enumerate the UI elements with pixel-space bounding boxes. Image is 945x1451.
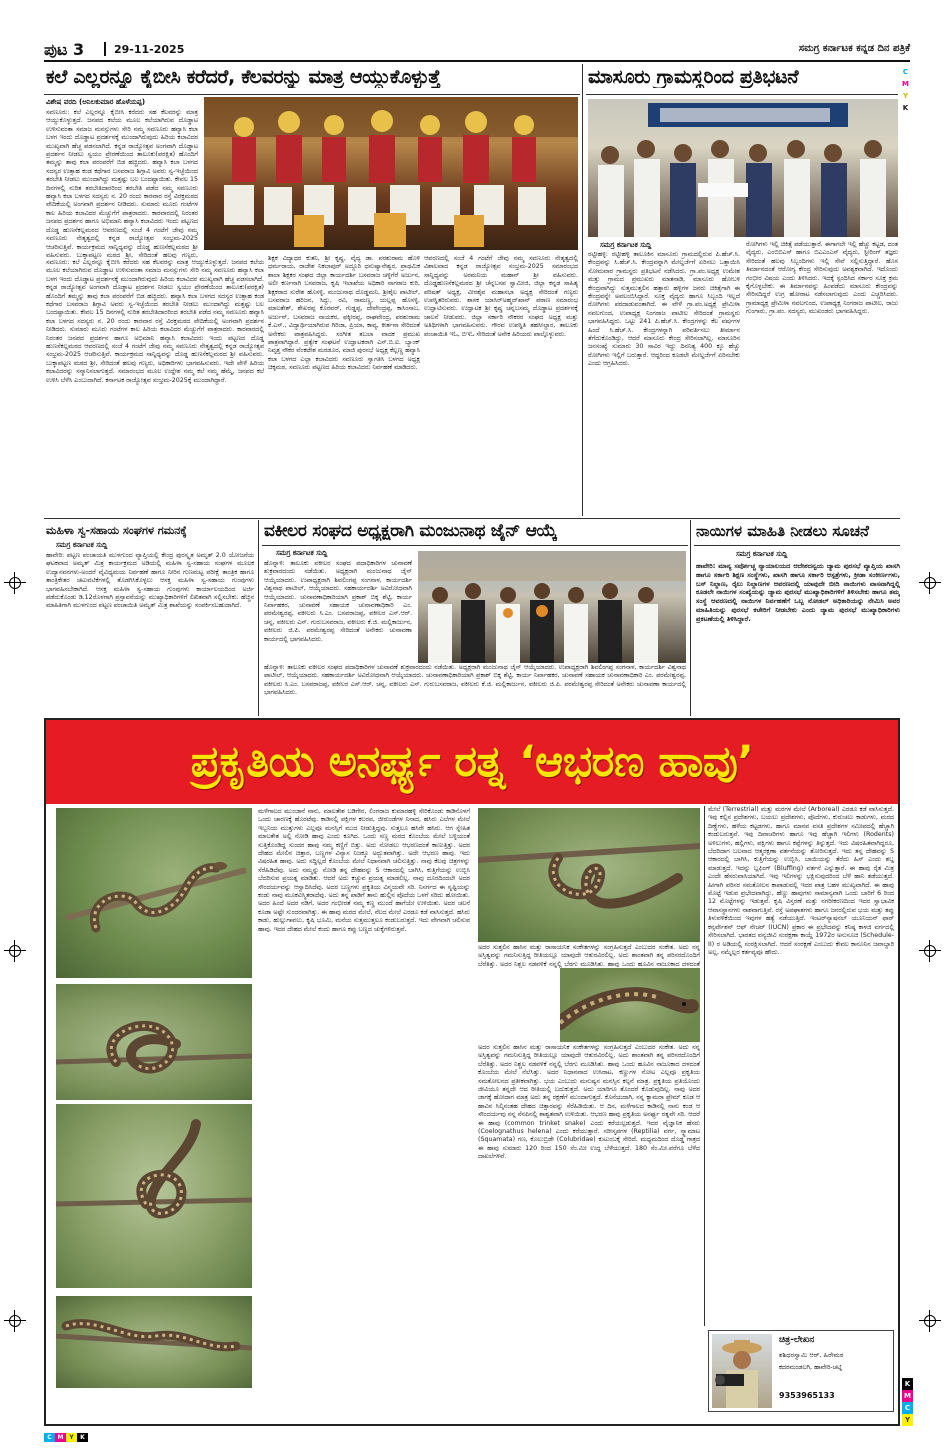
registration-mark-icon — [4, 572, 26, 594]
story3-headline: ಮಹಿಳಾ ಸ್ವ-ಸಹಾಯ ಸಂಘಗಳ ಗಮನಕ್ಕೆ — [46, 524, 187, 537]
story5-headline: ನಾಯಿಗಳ ಮಾಹಿತಿ ನೀಡಲು ಸೂಚನೆ — [696, 522, 869, 540]
story4-body-cont — [264, 664, 686, 714]
credit-place: ಕದರಮಂಡಲಗಿ, ಹಾವೇರಿ-ಚಟ್ನಿ — [779, 1363, 843, 1371]
section-rule — [44, 518, 900, 519]
story5-byline: ಸಮಗ್ರ ಕರ್ನಾಟಕ ಸುದ್ದಿ — [736, 550, 788, 558]
protest-photo — [588, 99, 898, 237]
page-number: ಪುಟ 3 — [44, 40, 85, 59]
lawyers-photo-group — [418, 551, 686, 663]
story3-body: ಹಾವೇರಿ: ಪಟ್ಟಣ ಪಂಚಾಯತಿ ಮುಳಗುಂದ ವ್ಯಾಪ್ತಿಯಲ್ಲಿ ಕೇಂದ್ರ ಪುರಸ್ಕೃತ ಅಮೃತ್ 2.0 ಯೋಜನೆಯ ಘಟಕವಾದ ಅಮೃತ್ ಮಿತ್ರ ಕಾರ್ಯಕ್ರಮದ ಅಡಿಯಲ್ಲಿ ಮಹಿಳಾ ಸ್ವ-ಸಹಾಯ ಸಂಘಗಳ ಮೂಲಕ ಉದ್ಯಾನವನಗಳು-ಅಂದರೆ ವೈವಿಧ್ಯಮಯ ನಿರ್ವಹಣೆ ಹಾಗೂ ನೀರಿನ ಗುಣಮಟ್ಟ ಪರೀಕ್ಷೆ ತಾಂತ್ರಿಕ ಹಾಗೂ ತಾಂತ್ರಿಕೇತರ ಚಟುವಟಿಕೆಗಳಲ್ಲಿ ತೊಡಗಿಸಿಕೊಳ್ಳಲು ಆಸಕ್ತ ಮಹಿಳಾ ಸ್ವ-ಸಹಾಯ ಗುಂಪುಗಳು ಭಾಗವಹಿಸಬೇಕಾಗಿದೆ. ಆಸಕ್ತ ಮಹಿಳಾ ಸ್ವ-ಸಹಾಯ ಗುಂಪುಗಳು ಕಾರ್ಯಾಲಯದಿಂದ ಅರ್ಜಿ ಪಡೆದುಕೊಂಡು ಡಿ.12ರೊಳಗಾಗಿ ಪ್ರಸ್ತಾವನೆಯನ್ನು ಮುಖ್ಯಾಧಿಕಾರಿಗಳಿಗೆ ಲಿಖಿತವಾಗಿ ಸಲ್ಲಿಸಬೇಕು. ಹೆಚ್ಚಿನ ಮಾಹಿತಿಗಾಗಿ ಮುಳಗುಂದ ಪಟ್ಟಣ ಪಂಚಾಯಿತಿ ಅಮೃತ್ ಮಿತ್ರ ಶಾಖೆಯನ್ನು ಸಂಪರ್ಕಿಸಬಹುದಾಗಿದೆ. — [46, 552, 254, 610]
registration-mark-icon — [919, 572, 941, 594]
feature-divider — [704, 806, 705, 1326]
story4-rule — [262, 545, 688, 546]
story2-col2: ರೋಗಿಗಳು ಇಲ್ಲಿ ಚಿಕಿತ್ಸೆ ಪಡೆಯುತ್ತಾರೆ. ಈಗಾಗಲೇ ಇಲ್ಲಿ ಹೆಚ್ಚು ಕಟ್ಟಡ, ದಂತ ವೈದ್ಯರು, ಎಂಬಿಬಿಎಸ್ ಹಾಗೂ ಬಿಎಎಂಎಸ್ ವೈದ್ಯರು, ಸ್ಟೀರಿಂಗ್ ತಜ್ಞರು ಸೇರಿದಂತೆ ಹಲವು ಸಿಬ್ಬಂದಿಗಳು ಇಲ್ಲಿ ಸೇವೆ ಸಲ್ಲಿಸುತ್ತಿದ್ದಾರೆ. ಹೊಸ ತಿರ್ಮಾನದಂತೆ ಆರೋಗ್ಯ ಕೇಂದ್ರ ಸೇರಿಸುವುದು ಅವಶ್ಯಕವಾಗಿದೆ. ಇದೊಂದು ಗಂಭೀರ ವಿಷಯ ಎಂದು ತಿಳಿಸಿದರು. ಇದಕ್ಕೆ ಸ್ಪಂದಿಸಿದ ಸರ್ಕಾರ ಸೂಕ್ತ ಕ್ರಮ ಕೈಗೊಳ್ಳಬೇಕು. ಈ ತಿರ್ಮಾನವನ್ನು ಹಿಂಪಡೆದು ಮಾಸೂರು ಕೇಂದ್ರವನ್ನು ಸೇರಿಸದಿದ್ದರೆ ಉಗ್ರ ಹೋರಾಟ ನಡೆಸಲಾಗುವುದು ಎಂದು ಎಚ್ಚರಿಸಿದರು. ಗ್ರಾಮಾಧ್ಯಕ್ಷ ಪ್ರೇಮಿಳಾ ನವಲಗುಂದ, ಉಪಾಧ್ಯಕ್ಷ ನಿಂಗರಾಜ ಪಾಟೀಲ, ರಾಜು ಗುಂಗಾರು, ಗ್ರಾ.ಪಂ. ಸದಸ್ಯರು, ಮುಖಂಡರು ಭಾಗವಹಿಸಿದ್ದರು. — [746, 241, 898, 316]
story4-body: ಹೊನ್ನಾಳಿ: ತಾಲೂಕು ವಕೀಲರ ಸಂಘದ ಪದಾಧಿಕಾರಿಗಳ ಚುನಾವಣೆ ಶುಕ್ರವಾರದಂದು ನಡೆಯಿತು. ಅಧ್ಯಕ್ಷರಾಗಿ ಮಂಜುನಾಥ ಜೈನ್ ಆಯ್ಕೆಯಾದರು. ಉಪಾಧ್ಯಕ್ಷರಾಗಿ ಶಿವಲಿಂಗಪ್ಪ ಸಂಗನಾಳ, ಕಾರ್ಯದರ್ಶಿ ವಿಶ್ವನಾಥ ಪಾಟೀಲ್, ಆಯ್ಕೆಯಾದರು. ಸಹಕಾರ್ಯದರ್ಶಿ ಅವಿರೋಧವಾಗಿ ಆಯ್ಕೆಯಾದರು. ಚುನಾವಣಾಧಿಕಾರಿಯಾಗಿ ಪ್ರಕಾಶ್ ಬಿಕ್ಕ ಶೆಟ್ಟಿ, ಕಾರ್ಯ ನಿರ್ವಾಹಕರ, ಚುನಾವಣೆ ಸಹಾಯಕ ಚುನಾವಣಾಧಿಕಾರಿ ಎಂ. ಪರಮೇಶ್ವರಪ್ಪ, ವಕೀಲರು ಸಿ.ಎಂ. ಬಸವರಾಜಪ್ಪ, ವಕೀಲರ ಎಸ್.ಆರ್. ಚನ್ನ, ವಕೀಲರು ಎಸ್. ಗುರುಬಸವರಾಜ, ವಕೀಲರು ಕೆ.ಜಿ. ಮಲ್ಲಿಕಾರ್ಜುನ, ವಕೀಲರು ಜಿ.ಪಿ. ಪರಮೇಶ್ವರಪ್ಪ ಸೇರಿದಂತೆ ಅನೇಕರು ಚುನಾವಣಾ ಕಾರ್ಯದಲ್ಲಿ ಭಾಗವಹಿಸಿದರು. — [264, 560, 412, 643]
page-header — [44, 40, 910, 60]
registration-mark-icon — [919, 1310, 941, 1332]
credit-name: ಶಶಿಧರಸ್ವಾಮಿ ಆರ್. ಹಿರೇಮಠ — [779, 1351, 844, 1359]
story1-col1: ಸವಣೂರು: ಕಲೆ ಎಲ್ಲರನ್ನೂ ಕೈಬೀಸಿ ಕರೆದರು ಸಹ ಕೆಲವರನ್ನು ಮಾತ್ರ ಆಯ್ದುಕೊಳ್ಳುತ್ತದೆ. ಜನಪದ ಕಲೆಯ ಮೂಲ ಕಲೆಯಾಗಿರುವ ದೊಡ್ಡಾಟ ಉಳಿಸುವಂತಾ ಸಮಾಜ ಮನಸ್ಸುಗಳು ಸೇರಿ ನಮ್ಮ ಸವಣೂರು ಹವ್ಯಾಸಿ ಕಲಾ ಬಳಗ ಇಂದು ದೊಡ್ಡಾಟ ಪ್ರದರ್ಶನಕ್ಕೆ ಮುಂದಾಗಿರುವುದು ಹಿರಿಯ ಕಲಾವಿದರ ಮುಖ್ಯವಾಗಿ ಹೆಚ್ಚ ಪಡಸಲಾಗಿದೆ. ಕನ್ನಡ ರಾಜ್ಯೋತ್ಸವ ಅಂಗವಾಗಿ ದೊಡ್ಡಾಟ ಪ್ರದರ್ಶನ ನೀಡಲು ಸ್ವಯಂ ಪ್ರೇರಣೆಯಿಂದ ತಾಲೂಕು(ಪರಕ್ಷಿತ) ಹೊಂದಿಗೆ ತಮ್ಮನ್ನು ತಾವು ಕಲಾ ಪರಂಪರೆಗೆ ಬಿಡ ಹಚ್ಚಿದರು. ಹವ್ಯಾಸಿ ಕಲಾ ಬಳಗದ ಸದಸ್ಯರ ಉತ್ಸಾಹ ಕಂಡ ಕಥೆಗಾರ ಬಸವರಾಜ ಶಿಗ್ಗಾವಿ ಅವರು ಸ್ವ-ಇಚ್ಛೆಯಿಂದ ತರಬೇತಿ ನೀಡಲು ಮುಂದಾಗಿದ್ದು ಮತ್ತಷ್ಟು ಬಲ ಬಂದಷ್ಟಾಯಿತು. ಕೇವಲ 15 ದಿನಗಳಲ್ಲಿ ನುರಿತ ತರಬೇತಿದಾರರಿಂದ ತರಬೇತಿ ಪಡೆದ ನಮ್ಮ ಸವಣೂರು ಹವ್ಯಾಸಿ ಕಲಾ ಬಳಗದ ಸದಸ್ಯರು ನ. 20 ರಂದು ಕಾರವಾರ ರಸ್ತೆ ವಿರಕ್ತಮಠದ ವೇದಿಕೆಯಲ್ಲಿ ಅಂಗವಾಗಿ ಪ್ರದರ್ಶನ ನೀಡಿದರು. ಸುಮಾರು ಮೂರು ಗಂಟೆಗಳ ಕಾಲ ಹಿರಿಯ ಕಲಾವಿದರ ಮೆಚ್ಚುಗೆಗೆ ಪಾತ್ರರಾದರು. ಕಾರವಾರದಲ್ಲಿ ನಿರಂತರ ಜನಪದ ಪ್ರದರ್ಶನ ಹಾಗೂ ಅಭಿಮಾನಿ ಹವ್ಯಾಸಿ ಕಲಾವಿದರು ಇಂದು ಪಟ್ಟಣದ ದೊಡ್ಡ ಹುಣಸೆಕಲ್ಲಮಠದ ಆವರಣದಲ್ಲಿ ಸಂಜೆ 4 ಗಂಟೆಗೆ ಜೇವು ನಮ್ಮ ಸವಣೂರು ನೇತೃತ್ವದಲ್ಲಿ ಕನ್ನಡ ರಾಜ್ಯೋತ್ಸವ ಸಂಭ್ರಮ-2025 ಆಚರಿಸುತ್ತಿವೆ. ಕಾರ್ಯಕ್ರಮದ ಸಾನ್ನಿಧ್ಯವನ್ನು ದೊಡ್ಡ ಹುಣಸೆಕಲ್ಲಮಠದ ಶ್ರೀ ವಹಿಸುವರು. ಬುಕ್ಕಾಪಟ್ಟಣ ಮಠದ ಶ್ರೀ, ಸೇರಿದಂತೆ ಹಲವು ಗಣ್ಯರು, — [46, 109, 198, 259]
paper-name: ಸಮಗ್ರ ಕರ್ನಾಟಕ ಕನ್ನಡ ದಿನ ಪತ್ರಿಕೆ — [798, 43, 910, 54]
snake-photo-3-art — [56, 1104, 252, 1288]
feature-banner — [46, 720, 898, 804]
story-divider — [582, 64, 583, 516]
snake-photo-3 — [56, 1104, 252, 1288]
story3-byline: ಸಮಗ್ರ ಕರ್ನಾಟಕ ಸುದ್ದಿ — [56, 541, 108, 549]
story1-rule — [44, 94, 580, 95]
story4-body-cont-text: ಹೊನ್ನಾಳಿ: ತಾಲೂಕು ವಕೀಲರ ಸಂಘದ ಪದಾಧಿಕಾರಿಗಳ ಚುನಾವಣೆ ಶುಕ್ರವಾರದಂದು ನಡೆಯಿತು. ಅಧ್ಯಕ್ಷರಾಗಿ ಮಂಜುನಾಥ ಜೈನ್ ಆಯ್ಕೆಯಾದರು. ಉಪಾಧ್ಯಕ್ಷರಾಗಿ ಶಿವಲಿಂಗಪ್ಪ ಸಂಗನಾಳ, ಕಾರ್ಯದರ್ಶಿ ವಿಶ್ವನಾಥ ಪಾಟೀಲ್, ಆಯ್ಕೆಯಾದರು. ಸಹಕಾರ್ಯದರ್ಶಿ ಅವಿರೋಧವಾಗಿ ಆಯ್ಕೆಯಾದರು. ಚುನಾವಣಾಧಿಕಾರಿಯಾಗಿ ಪ್ರಕಾಶ್ ಬಿಕ್ಕ ಶೆಟ್ಟಿ, ಕಾರ್ಯ ನಿರ್ವಾಹಕರ, ಚುನಾವಣೆ ಸಹಾಯಕ ಚುನಾವಣಾಧಿಕಾರಿ ಎಂ. ಪರಮೇಶ್ವರಪ್ಪ, ವಕೀಲರು ಸಿ.ಎಂ. ಬಸವರಾಜಪ್ಪ, ವಕೀಲರ ಎಸ್.ಆರ್. ಚನ್ನ, ವಕೀಲರು ಎಸ್. ಗುರುಬಸವರಾಜ, ವಕೀಲರು ಕೆ.ಜಿ. ಮಲ್ಲಿಕಾರ್ಜುನ, ವಕೀಲರು ಜಿ.ಪಿ. ಪರಮೇಶ್ವರಪ್ಪ ಸೇರಿದಂತೆ ಅನೇಕರು ಚುನಾವಣಾ ಕಾರ್ಯದಲ್ಲಿ ಭಾಗವಹಿಸಿದರು. — [264, 664, 686, 697]
feature-col3: ಮೇಲೆ (Terrestrial) ಮತ್ತು ಮರಗಳ ಮೇಲೆ (Arboreal) ಎರಡೂ ಕಡೆ ವಾಸಿಸುತ್ತದೆ. ಇವು ಕಲ್ಲಿನ ಪ್ರದೇಶಗಳು, ಬಯಲು ಪ್ರದೇಶಗಳು, ಪೊದೆಗಳು, ಕುರುಚಲು ಕಾಡುಗಳು, ಮರದ ದಿಣ್ಣೆಗಳು, ಹಳೆಯ ಕಟ್ಟಡಗಳು, ಹಾಗೂ ಮಾನವ ವಸತಿ ಪ್ರದೇಶಗಳ ಸಮೀಪದಲ್ಲಿ ಹೆಚ್ಚಾಗಿ ಕಂಡುಬರುತ್ತವೆ. ಇವು ದಿವಾಚರಿಗಳು ಹಾಗೂ ಇವು ಹೆಚ್ಚಾಗಿ ಇಲಿಗಳು (Rodents) ಅಳಿಲುಗಳು, ಹಲ್ಲಿಗಳು, ಪಕ್ಷಿಗಳು ಹಾಗೂ ಕಪ್ಪೆಗಳನ್ನು ತಿನ್ನುತ್ತದೆ. ಇದು ವಿಷರಹಿತವಾಗಿದ್ದರೂ, ಬೆದರಿದಾಗ ಬಲವಾದ ಆತ್ಮರಕ್ಷಣಾ ವರ್ತನೆಯನ್ನು ತೋರಿಸುತ್ತದೆ. ಇದು ತನ್ನ ದೇಹವನ್ನು S ಆಕಾರದಲ್ಲಿ ಬಾಗಿಸಿ, ಕುತ್ತಿಗೆಯನ್ನು ಉಬ್ಬಿಸಿ, ಬಾಯಿಯನ್ನು ತೆರೆದು ಹಿಸ್ ಎಂದು ಶಬ್ದ ಮಾಡುತ್ತದೆ. ಇದನ್ನು ಬ್ಲಫಿಂಗ್ (Bluffing) ವರ್ತನೆ ಎನ್ನುತ್ತಾರೆ. ಈ ಹಾವು ರೈತ ಮಿತ್ರ ಎಂದೇ ಹೆಸರುವಾಸಿಯಾಗಿದೆ. ಇವು ಇಲಿಗಳನ್ನು ಭಕ್ಷಿಸುವುದರಿಂದ ಬೆಳೆ ಹಾನಿ ತಡೆಯುತ್ತದೆ. ಹೀಗಾಗಿ ಪರಿಸರ ಸಮತೋಲನ ಕಾಪಾಡುವಲ್ಲಿ ಇದರ ಪಾತ್ರ ಬಹಳ ಮುಖ್ಯವಾಗಿದೆ. ಈ ಹಾವು ಮೊಟ್ಟೆ ಇಡುವ ಪ್ರಭೇದವಾಗಿದ್ದು, ಹೆಣ್ಣು ಹಾವುಗಳು ಸಾಮಾನ್ಯವಾಗಿ ಒಂದು ಬಾರಿಗೆ 6 ರಿಂದ 12 ಮೊಟ್ಟೆಗಳನ್ನು ಇಡುತ್ತವೆ. ಕೃಷಿ ವಿಸ್ತರಣೆ ಮತ್ತು ನಗರೀಕರಣದಿಂದ ಇದರ ಸ್ವಾಭಾವಿಕ ಆವಾಸಸ್ಥಾನಗಳು ನಾಶವಾಗುತ್ತಿವೆ. ರಸ್ತೆ ಅಪಘಾತಗಳು ಹಾಗೂ ಜನರಲ್ಲಿರುವ ಭಯ ಮತ್ತು ತಪ್ಪು ತಿಳುವಳಿಕೆಯಿಂದ ಇವುಗಳ ಹತ್ಯೆ ನಡೆಯುತ್ತಿದೆ. ಇಂಟರ್‌ನ್ಯಾಷನಲ್ ಯೂನಿಯನ್ ಫಾರ್ ಕನ್ಸರ್ವೇಶನ್ ಆಫ್ ನೇಚರ್ (IUCN) ಪ್ರಕಾರ ಈ ಪ್ರಭೇದವನ್ನು ಕನಿಷ್ಠ ಕಾಳಜಿ ವರ್ಗದಲ್ಲಿ ಸೇರಿಸಲಾಗಿದೆ. ಭಾರತದ ವನ್ಯಜೀವಿ ಸಂರಕ್ಷಣಾ ಕಾಯ್ದೆ 1972ರ ಅನುಸೂಚಿ (Schedule-II) ರ ಅಡಿಯಲ್ಲಿ ಸಂರಕ್ಷಿಸಲಾಗಿದೆ. ಆದರೆ ಸಂರಕ್ಷಣೆ ಎಂಬುದು ಕೇವಲ ಕಾನೂನಿನ ಜವಾಬ್ದಾರಿ ಅಲ್ಲ, ನಮ್ಮೆಲ್ಲರ ಕರ್ತವ್ಯವೂ ಹೌದು. — [708, 806, 894, 956]
troupe-photo-figures — [204, 97, 578, 250]
story1-byline: ವಿಶೇಷ ವರದಿ (ಅನಿಲಕುಮಾರ ಹೊಳೆಯಪ್ಪ) — [46, 98, 146, 106]
story2-col1: ರಟ್ಟೀಹಳ್ಳಿ: ರಟ್ಟೀಹಳ್ಳಿ ತಾಲೂಕಿನ ಮಾಸೂರು ಗ್ರಾಮದಲ್ಲಿರುವ ಪಿ.ಹೆಚ್.ಸಿ. ಕೇಂದ್ರವನ್ನು ಸಿ.ಹೆಚ್.ಸಿ. ಕೇಂದ್ರವನ್ನಾಗಿ ಮೇಲ್ದರ್ಜೆಗೆ ಏರಿಸಲು ಒತ್ತಾಯಿಸಿ ಸೋಮವಾರ ಗ್ರಾಮಸ್ಥರು ಪ್ರತಿಭಟನೆ ನಡೆಸಿದರು. ಗ್ರಾ.ಪಂ.ಅಧ್ಯಕ್ಷ ಉಮೇಶ ಮತ್ತು ಗ್ರಾಮದ ಪ್ರಮುಖರು ಮಾತನಾಡಿ, ಮಾಸೂರು ಹೋಬಳಿ ಕೇಂದ್ರವಾಗಿದ್ದು ಸುತ್ತಮುತ್ತಲಿನ ಹತ್ತಾರು ಹಳ್ಳಿಗಳ ಜನರು ಚಿಕಿತ್ಸೆಗಾಗಿ ಈ ಕೇಂದ್ರವನ್ನೇ ಅವಲಂಬಿಸಿದ್ದಾರೆ. ಸೂಕ್ತ ವೈದ್ಯರು ಹಾಗೂ ಸಿಬ್ಬಂದಿ ಇಲ್ಲದೆ ರೋಗಿಗಳು ಪರದಾಡುವಂತಾಗಿದೆ. ಈ ವೇಳೆ ಗ್ರಾ.ಪಂ.ಅಧ್ಯಕ್ಷೆ ಪ್ರೇಮಿಳಾ ನವಲಗುಂದ, ಉಪಾಧ್ಯಕ್ಷ ನಿಂಗರಾಜ ಪಾಟೀಲ ಸೇರಿದಂತೆ ಗ್ರಾಮಸ್ಥರು ಭಾಗವಹಿಸಿದ್ದರು. ಒಟ್ಟು 241 ಪಿ.ಹೆಚ್.ಸಿ. ಕೇಂದ್ರಗಳನ್ನು ಕೆಲ ವರ್ಷಗಳ ಹಿಂದೆ ಸಿ.ಹೆಚ್.ಸಿ. ಕೇಂದ್ರಗಳನ್ನಾಗಿ ಪರಿವರ್ತಿಸಲು ತೀರ್ಮಾನ ತೆಗೆದುಕೊಂಡಿದ್ದು, ಆದರೆ ಮಾಸೂರು ಕೇಂದ್ರ ಸೇರಿಸಲಾಗಿಲ್ಲ. ಮಾಸೂರಿನ ಜನಸಂಖ್ಯೆ ಸುಮಾರು 30 ಸಾವಿರ ಇದ್ದು ದಿನನಿತ್ಯ 400 ಕ್ಕೂ ಹೆಚ್ಚು ರೋಗಿಗಳು ಇಲ್ಲಿಗೆ ಬರುತ್ತಾರೆ. ಆದ್ದರಿಂದ ಕೂಡಲೇ ಮೇಲ್ದರ್ಜೆಗೆ ಏರಿಸಬೇಕು ಎಂದು ಆಗ್ರಹಿಸಿದರು. — [588, 251, 740, 368]
story4-byline: ಸಮಗ್ರ ಕರ್ನಾಟಕ ಸುದ್ದಿ — [276, 549, 328, 557]
snake-photo-4 — [56, 1296, 252, 1388]
color-bar-top: C M Y K — [902, 68, 909, 112]
snake-photo-1-art — [56, 808, 252, 978]
feature-col1: ಮಳೆಗಾಲದ ಮುಂಜಾನೆ ನಾನು, ಮಾಲತೇಶ ಬಡಿಗೇರ, ಲಿಂಗರಾಜ ಕುಮಾರಹಳ್ಳಿ ಸೇರಿಕೊಂಡು ಕಾಡಿನೊಳಗೆ ಒಂದು ಚಾರಣಕ್ಕೆ ಹೊರಟೆವು. ಕಾಡಿನಲ್ಲಿ ಪಕ್ಷಿಗಳ ಕಲರವ, ಜೀರುಂಡೆಗಳ ನಿನಾದ, ಹಸಿರು ಎಲೆಗಳ ಮೇಲೆ ಇಬ್ಬನಿಯ ಮುತ್ತುಗಳು ಎಲ್ಲವೂ ಮನಸ್ಸಿಗೆ ಮುದ ನೀಡುತ್ತಿದ್ದವು. ಸುತ್ತಲೂ ಹಸಿರೇ ಹಸಿರು. ಆಗ ಸ್ನೇಹಿತ ಮಾಲತೇಶ ಅಲ್ಲಿ ನೋಡಿ ಹಾವು ಎಂದು ಕೂಗಿದ. ಒಂದು ಸಣ್ಣ ಮರದ ಕೊಂಬೆಯ ಮೇಲೆ ಬಳ್ಳಿಯಂತೆ ಸುತ್ತಿಕೊಂಡಿದ್ದ ಸುಂದರ ಹಾವು ನಮ್ಮ ಕಣ್ಣಿಗೆ ಬಿತ್ತು. ಅದು ನೋಡಲು ಆಭರಣದಂತೆ ಕಾಣುತ್ತಿತ್ತು. ಅದರ ದೇಹದ ಮೇಲಿನ ಚಿತ್ತಾರ, ಬಣ್ಣಗಳ ವಿನ್ಯಾಸ ನಿಜಕ್ಕೂ ಅದ್ಭುತವಾಗಿತ್ತು. ಅದೇ ಆಭರಣ ಹಾವು. ಇದು ವಿಷರಹಿತ ಹಾವು. ಅದು ಸದ್ದಿಲ್ಲದೆ ಕೊಂಬೆಯ ಮೇಲೆ ನಿಧಾನವಾಗಿ ಚಲಿಸುತ್ತಿತ್ತು. ನಾವು ಕೆಲವು ಚಿತ್ರಗಳನ್ನು ಸೆರೆಹಿಡಿದೆವು. ಅದು ನಮ್ಮನ್ನು ನೋಡಿ ತನ್ನ ದೇಹವನ್ನು S ಆಕಾರದಲ್ಲಿ ಬಾಗಿಸಿ, ಕುತ್ತಿಗೆಯನ್ನು ಉಬ್ಬಿಸಿ ಬೆದರಿಸುವ ಪ್ರಯತ್ನ ಮಾಡಿತು. ಆದರೆ ಅದು ಕಚ್ಚುವ ಪ್ರಯತ್ನ ಮಾಡಲಿಲ್ಲ. ನಾವು ದೂರದಿಂದಲೇ ಅದರ ಸೌಂದರ್ಯವನ್ನು ಆಸ್ವಾದಿಸಿದೆವು. ಅದರ ಬಣ್ಣಗಳು ಪ್ರಕೃತಿಯ ವಿಸ್ಮಯವೇ ಸರಿ. ನಿಸರ್ಗದ ಈ ಸೃಷ್ಟಿಯನ್ನು ಕಂಡು ನಾವು ಮೂಕವಿಸ್ಮಿತರಾದೆವು. ಅದು ತನ್ನ ಪಾಡಿಗೆ ತಾನು ಹುಲ್ಲಿನ ಪೊದೆಯ ಒಳಗೆ ಸರಿದು ಹೋಯಿತು. ಅದರ ಹಿಂದೆ ಅದರ ನಡಿಗೆ, ಅದರ ಗಂಭೀರತೆ ನಮ್ಮ ಕಣ್ಣ ಮುಂದೆ ಹಾಗೆಯೇ ಉಳಿಯಿತು. ಅದರ ಚಲನೆ ಕೂಡಾ ಅಷ್ಟೇ ಸುಂದರವಾಗಿತ್ತು. ಈ ಹಾವು ಮರದ ಮೇಲೆ, ನೆಲದ ಮೇಲೆ ಎರಡೂ ಕಡೆ ವಾಸಿಸುತ್ತದೆ. ಹಸಿರು ಕಾಡು, ಹುಲ್ಲುಗಾವಲು, ಕೃಷಿ ಭೂಮಿ, ಮನೆಯ ಸುತ್ತಮುತ್ತಲೂ ಕಂಡುಬರುತ್ತದೆ. ಇದು ವೇಗವಾಗಿ ಚಲಿಸುವ ಹಾವು. ಇದರ ದೇಹದ ಮೇಲೆ ಕಂದು ಹಾಗೂ ಕಪ್ಪು ಬಣ್ಣದ ಚುಕ್ಕೆಗಳಿರುತ್ತವೆ. — [258, 808, 470, 933]
story2-rule — [586, 94, 898, 95]
color-bar-right: K M C Y — [902, 1378, 913, 1426]
story2-byline: ಸಮಗ್ರ ಕರ್ನಾಟಕ ಸುದ್ದಿ — [600, 241, 652, 249]
story5-rule — [694, 545, 900, 546]
credit-phone: 9353965133 — [779, 1391, 835, 1400]
protest-photo-crowd — [588, 99, 898, 237]
troupe-photo — [204, 97, 578, 250]
feature-col2-top-text: ಅದರ ಸುತ್ತಲಿನ ಹಾಸಿನ ಮತ್ತು ರಾಸಾಯನಿಕ ಸಂಕೇತಗಳನ್ನು ಸಂಗ್ರಹಿಸುತ್ತದೆ ಎಂಬುದರ ಸಂಕೇತ. ಅದು ನನ್ನ ಅಸ್ತಿತ್ವವನ್ನು ಗಮನಿಸುತ್ತಿದ್ದ ರೀತಿಯಲ್ಲೂ ಯಾವುದೇ ಆತುರವಿರಲಿಲ್ಲ. ಅದು ಶಾಂತವಾಗಿ ತನ್ನ ಪರಿಸರದೊಂದಿಗೆ ಬೆರೆತಿತ್ತು. ಅದರ ನಿಶ್ಚಲ ನಡವಳಿಕೆ ನನ್ನಲ್ಲಿ ಬೆರಗು ಮೂಡಿಸಿತು. ಹಾವು ಒಂದು ಹೂವಿನ ನಾಜೂಕಾದ ದಳದಂತೆ — [478, 944, 700, 968]
story1-col2: ಶಿಕ್ಷಕ ವಿದ್ಯಾಧರ ಕುತನಿ, ಶ್ರೀ ಕೃಷ್ಣ, ವೈದ್ಯ ಡಾ. ಪರಶುರಾಮ ಹೊಳಿ ಧರ್ಮರಾಯ, ರಾಜೇಶ ನಿಕಲಾಪುರ್ ಅದ್ದೂರಿ ಧನುಷ್ಯಾನೇಶ್ವರ, ಪ್ರಾಥಮಿಕ ಶಾಲಾ ಶಿಕ್ಷಕರ ಸಂಘದ ಜಿಲ್ಲಾ ಕಾರ್ಯದರ್ಶಿ ಬಸವರಾಜ ಚಳ್ಳಿಗೆರೆ ಅರ್ಜುನ, ಅಲೀ ಕರ್ಣನಾಗಿ ಬಸವರಾಜ, ಕೃಷಿ ಇಲಾಖೆಯ ಅಧಿಕಾರಿ ನಾಗರಾಜ ಕುರಿ, ಶಿಕ್ಷಕರಾದ ಸುರೇಶ ಹೊಸಳ್ಳಿ, ಮಂಜುನಾಥ ದೊಡ್ಡಮನಿ, ಶ್ರೀಶೈಲ ಪಾಟೀಲ್, ಬಸವರಾಜ ಹರಿಜನ, ಸಿದ್ದು, ರವಿ, ರಾಮಣ್ಣ, ಯಲ್ಲಪ್ಪ ಹೊಸಳ್ಳಿ, ಮಾಲತೇಶ್, ಶೇಖರಪ್ಪ ಕೊರವರ್, ಗುಡ್ಡಪ್ಪ, ದೇವೇಂದ್ರಪ್ಪ, ಕಾಸಿಂಸಾಬ, ಅರ್ಜುನ್, ಬಸವರಾಜ ನಾಯಕರ, ಫಕ್ಕೀರಪ್ಪ, ರಾಘವೇಂದ್ರ, ಪರಶುರಾಮ ಕೆ.ಎಸ್., ವಿದ್ಯಾರ್ಥಿಯಾಗಿರುವ ಗಿರಿಜಾ, ಪ್ರಿಯಾ, ಕಾವ್ಯ, ಕೀರ್ತನಾ ಸೇರಿದಂತೆ ಅನೇಕರು ಪಾತ್ರವಹಿಸಿದ್ದರು. ಸಂಗೀತ ತಬಲಾ ವಾದಕ ಪ್ರಮುಖ ಪಾತ್ರವಾಗಿದ್ದಾರೆ. ಪ್ರತ್ಯೇಕ ಸಂಘಟನೆ ಉದ್ಘಾಟಕರಾಗಿ ಎಸ್.ಬಿ.ಐ. ಬ್ಯಾಂಕ್ ನಿವೃತ್ತ ನೌಕರ ವೆಂಕಟೇಶ ಮರಡೂರ, ಮಾಜಿ ಪುರಸಭೆ ಅಧ್ಯಕ್ಷ ಕೆಲ್ಲಣ್ಣ ಹವ್ಯಾಸಿ ಕಲಾ ಬಳಗದ ಎಲ್ಲಾ ಕಲಾವಿದರು ಸವಣೂರು ಸ್ವಾಗತಿಸಿ ಬಳಗದ ಅಧ್ಯಕ್ಷ ಚಿಕ್ಕಮಠ, ಸವಣೂರು ಪಟ್ಟಣದ ಹಿರಿಯ ಕಲಾವಿದರು ನಿರ್ವಹಣೆ ಮಾಡಿದರು. — [268, 255, 420, 372]
snake-photo-2 — [56, 984, 252, 1100]
feature-col2-top — [478, 944, 700, 968]
color-bar-bottom: C M Y K — [44, 1433, 88, 1442]
story2-headline: ಮಾಸೂರು ಗ್ರಾಮಸ್ಥರಿಂದ ಪ್ರತಿಭಟನೆ — [588, 66, 799, 88]
photographer-avatar — [712, 1334, 772, 1408]
story4-headline: ವಕೀಲರ ಸಂಘದ ಅಧ್ಯಕ್ಷರಾಗಿ ಮಂಜುನಾಥ ಜೈನ್ ಆಯ್ಕೆ — [264, 521, 557, 541]
snake-photo-2-art — [56, 984, 252, 1100]
snake-head-photo — [560, 968, 700, 1042]
lawyers-photo — [418, 551, 686, 663]
story1-col1-cont — [46, 259, 264, 511]
registration-mark-icon — [4, 1310, 26, 1332]
feature-title: ಪ್ರಕೃತಿಯ ಅನರ್ಘ್ಯ ರತ್ನ ‘ಆಭರಣ ಹಾವು’ — [190, 737, 754, 787]
snake-photo-5-art — [478, 808, 700, 942]
snake-photo-1 — [56, 808, 252, 978]
story1-col3: ಆವರಣದಲ್ಲಿ ಸಂಜೆ 4 ಗಂಟೆಗೆ ಜೇವು ನಮ್ಮ ಸವಣೂರು ನೇತೃತ್ವದಲ್ಲಿ ವಿಶಾಲವಾದ ಕನ್ನಡ ರಾಜ್ಯೋತ್ಸವ ಸಂಭ್ರಮ-2025 ಸಮಾರಂಭದ ಸಾನ್ನಿಧ್ಯವನ್ನು ಅರಮನಿಯ ಮಹಾನ್ ಶ್ರೀ ವಹಿಸುವರು. ದೊಡ್ಡಹುಣಸೆಕಲ್ಲಮಠದ ಶ್ರೀ ಚೆನ್ನಬಸವ ಸ್ವಾಮೀಜಿ, ಜಿಲ್ಲಾ ಕನ್ನಡ ಸಾಹಿತ್ಯ ಪರಿಷತ್ ಅಧ್ಯಕ್ಷ, ವೀರಶೈವ ಮಹಾಸಭಾ ಅಧ್ಯಕ್ಷ ಸೇರಿದಂತೆ ಗಣ್ಯರು ಉಪಸ್ಥಿತರಿರುವರು. ಶಾಸಕ ಯಾಸಿರ್‌ಅಹ್ಮದ್‌ಖಾನ್ ಪಠಾಣ ಸಮಾರಂಭ ಉದ್ಘಾಟಿಸುವರು. ಉದ್ಘಾಟಕ ಶ್ರೀ ಕೃಷ್ಣ ಚನ್ನಬಸಮ್ಮ ದೊಡ್ಡಾಟ ಪ್ರದರ್ಶನಕ್ಕೆ ಚಾಲನೆ ನೀಡುವರು. ಜಿಲ್ಲಾ ಸರ್ಕಾರಿ ನೌಕರರ ಸಂಘದ ಅಧ್ಯಕ್ಷ ಮತ್ತು ಅತಿಥಿಗಳಾಗಿ ಭಾಗವಹಿಸುವರು. ಗೌರವ ಉಪಸ್ಥಿತಿ ತಹಸೀಲ್ದಾರ, ತಾಲೂಕು ಪಂಚಾಯಿತಿ ಇಓ, ಬಿಇಓ ಸೇರಿದಂತೆ ಅನೇಕ ಹಿರಿಯರು ಪಾಲ್ಗೊಳ್ಳುವರು. — [424, 255, 578, 338]
feature-col2: ಅದರ ಸುತ್ತಲಿನ ಹಾಸಿನ ಮತ್ತು ರಾಸಾಯನಿಕ ಸಂಕೇತಗಳನ್ನು ಸಂಗ್ರಹಿಸುತ್ತದೆ ಎಂಬುದರ ಸಂಕೇತ. ಅದು ನನ್ನ ಅಸ್ತಿತ್ವವನ್ನು ಗಮನಿಸುತ್ತಿದ್ದ ರೀತಿಯಲ್ಲೂ ಯಾವುದೇ ಆತುರವಿರಲಿಲ್ಲ. ಅದು ಶಾಂತವಾಗಿ ತನ್ನ ಪರಿಸರದೊಂದಿಗೆ ಬೆರೆತಿತ್ತು. ಅದರ ನಿಶ್ಚಲ ನಡವಳಿಕೆ ನನ್ನಲ್ಲಿ ಬೆರಗು ಮೂಡಿಸಿತು. ಹಾವು ಒಂದು ಹೂವಿನ ನಾಜೂಕಾದ ದಳದಂತೆ ಕೊಂಬೆಯ ಮೇಲೆ ನೆಲೆಸಿತ್ತು. ಅದರ ನಿಧಾನವಾದ ಉಸಿರಾಟ, ಕಣ್ಣುಗಳ ನೋಟ ಎಲ್ಲವೂ ಪ್ರಕೃತಿಯ ಸಮತೋಲನದ ಪ್ರತೀಕವಾಗಿತ್ತು. ಭಯ ಎಂಬುದು ಮನುಷ್ಯನ ಮನಸ್ಸಿನ ಕಲ್ಪನೆ ಮಾತ್ರ. ಪ್ರಕೃತಿಯ ಪ್ರತಿಯೊಂದು ಜೀವಿಯೂ ತನ್ನದೇ ಆದ ರೀತಿಯಲ್ಲಿ ಬದುಕುತ್ತದೆ. ಅದು ಯಾರಿಗೂ ತೊಂದರೆ ಕೊಡುವುದಿಲ್ಲ. ನಾವು ಅದರ ಜಾಗಕ್ಕೆ ಹೋದಾಗ ಮಾತ್ರ ಅದು ತನ್ನ ರಕ್ಷಣೆಗೆ ಮುಂದಾಗುತ್ತದೆ. ಕೊನೆಯದಾಗಿ, ನನ್ನ ಕ್ಯಾಮರಾ ಫ್ರೇಮ್ ಕೂಡ ಆ ಹಾವಿನ ಸಿಲ್ಕಿನಂತಹ ದೇಹದ ಚಿತ್ತಾರವನ್ನು ಸೆರೆಹಿಡಿಯಿತು. ಆ ದಿನ, ಮಳೆಗಾಲದ ಕಾಡಿನಲ್ಲಿ ನಾನು ಕಂಡ ಆ ಸೌಂದರ್ಯವು ನನ್ನ ನೆನಪಿನಲ್ಲಿ ಶಾಶ್ವತವಾಗಿ ಉಳಿಯಿತು. ಆಭರಣ ಹಾವು ಪ್ರಕೃತಿಯ ಅನರ್ಘ್ಯ ರತ್ನವೇ ಸರಿ. ಆದರೆ ಈ ಹಾವು (common trinket snake) ಎಂದು ಕರೆಯಲ್ಪಡುತ್ತದೆ. ಇದರ ವೈಜ್ಞಾನಿಕ ಹೆಸರು (Coelognathus helena) ಎಂದು ಕರೆಯುತ್ತಾರೆ. ಸರೀಸೃಪಗಳ (Reptilia) ವರ್ಗ, ಸ್ಕ್ವಾಮಾಟ (Squamata) ಗಣ, ಕೊಲುಬ್ರಿಡೇ (Colubridae) ಕುಟುಂಬಕ್ಕೆ ಸೇರಿದೆ. ಮಧ್ಯಮದಿಂದ ದೊಡ್ಡ ಗಾತ್ರದ ಈ ಹಾವು ಸುಮಾರು 120 ರಿಂದ 150 ಸೆಂ.ಮೀ ಉದ್ದ ಬೆಳೆಯುತ್ತದೆ. 180 ಸೆಂ.ಮೀ.ವರೆಗೂ ಬೆಳೆದ ದಾಖಲೆಗಳಿವೆ. — [478, 1044, 700, 1161]
issue-date: 29-11-2025 — [114, 43, 185, 56]
header-rule — [44, 60, 910, 62]
photo-credit-box — [708, 1330, 894, 1412]
snake-photo-5 — [478, 808, 700, 942]
photographer-avatar-art — [712, 1334, 772, 1408]
registration-mark-icon — [4, 940, 26, 962]
credit-label: ಚಿತ್ರ-ಲೇಖನ — [779, 1335, 815, 1345]
snake-photo-4-art — [56, 1296, 252, 1388]
story1-col1-cont-text: ಸವಣೂರು: ಕಲೆ ಎಲ್ಲರನ್ನೂ ಕೈಬೀಸಿ ಕರೆದರು ಸಹ ಕೆಲವರನ್ನು ಮಾತ್ರ ಆಯ್ದುಕೊಳ್ಳುತ್ತದೆ. ಜನಪದ ಕಲೆಯ ಮೂಲ ಕಲೆಯಾಗಿರುವ ದೊಡ್ಡಾಟ ಉಳಿಸುವಂತಾ ಸಮಾಜ ಮನಸ್ಸುಗಳು ಸೇರಿ ನಮ್ಮ ಸವಣೂರು ಹವ್ಯಾಸಿ ಕಲಾ ಬಳಗ ಇಂದು ದೊಡ್ಡಾಟ ಪ್ರದರ್ಶನಕ್ಕೆ ಮುಂದಾಗಿರುವುದು ಹಿರಿಯ ಕಲಾವಿದರ ಮುಖ್ಯವಾಗಿ ಹೆಚ್ಚ ಪಡಸಲಾಗಿದೆ. ಕನ್ನಡ ರಾಜ್ಯೋತ್ಸವ ಅಂಗವಾಗಿ ದೊಡ್ಡಾಟ ಪ್ರದರ್ಶನ ನೀಡಲು ಸ್ವಯಂ ಪ್ರೇರಣೆಯಿಂದ ತಾಲೂಕು(ಪರಕ್ಷಿತ) ಹೊಂದಿಗೆ ತಮ್ಮನ್ನು ತಾವು ಕಲಾ ಪರಂಪರೆಗೆ ಬಿಡ ಹಚ್ಚಿದರು. ಹವ್ಯಾಸಿ ಕಲಾ ಬಳಗದ ಸದಸ್ಯರ ಉತ್ಸಾಹ ಕಂಡ ಕಥೆಗಾರ ಬಸವರಾಜ ಶಿಗ್ಗಾವಿ ಅವರು ಸ್ವ-ಇಚ್ಛೆಯಿಂದ ತರಬೇತಿ ನೀಡಲು ಮುಂದಾಗಿದ್ದು ಮತ್ತಷ್ಟು ಬಲ ಬಂದಷ್ಟಾಯಿತು. ಕೇವಲ 15 ದಿನಗಳಲ್ಲಿ ನುರಿತ ತರಬೇತಿದಾರರಿಂದ ತರಬೇತಿ ಪಡೆದ ನಮ್ಮ ಸವಣೂರು ಹವ್ಯಾಸಿ ಕಲಾ ಬಳಗದ ಸದಸ್ಯರು ನ. 20 ರಂದು ಕಾರವಾರ ರಸ್ತೆ ವಿರಕ್ತಮಠದ ವೇದಿಕೆಯಲ್ಲಿ ಅಂಗವಾಗಿ ಪ್ರದರ್ಶನ ನೀಡಿದರು. ಸುಮಾರು ಮೂರು ಗಂಟೆಗಳ ಕಾಲ ಹಿರಿಯ ಕಲಾವಿದರ ಮೆಚ್ಚುಗೆಗೆ ಪಾತ್ರರಾದರು. ಕಾರವಾರದಲ್ಲಿ ನಿರಂತರ ಜನಪದ ಪ್ರದರ್ಶನ ಹಾಗೂ ಅಭಿಮಾನಿ ಹವ್ಯಾಸಿ ಕಲಾವಿದರು ಇಂದು ಪಟ್ಟಣದ ದೊಡ್ಡ ಹುಣಸೆಕಲ್ಲಮಠದ ಆವರಣದಲ್ಲಿ ಸಂಜೆ 4 ಗಂಟೆಗೆ ಜೇವು ನಮ್ಮ ಸವಣೂರು ನೇತೃತ್ವದಲ್ಲಿ ಕನ್ನಡ ರಾಜ್ಯೋತ್ಸವ ಸಂಭ್ರಮ-2025 ಆಚರಿಸುತ್ತಿವೆ. ಕಾರ್ಯಕ್ರಮದ ಸಾನ್ನಿಧ್ಯವನ್ನು ದೊಡ್ಡ ಹುಣಸೆಕಲ್ಲಮಠದ ಶ್ರೀ ವಹಿಸುವರು. ಬುಕ್ಕಾಪಟ್ಟಣ ಮಠದ ಶ್ರೀ, ಸೇರಿದಂತೆ ಹಲವು ಗಣ್ಯರು, ಅಧಿಕಾರಿಗಳು ಭಾಗವಹಿಸುವರು. ಇದೇ ವೇಳೆ ಹಿರಿಯ ಕಲಾವಿದರನ್ನು ಸನ್ಮಾನಿಸಲಾಗುತ್ತದೆ. ಸಮಾರಂಭದ ಮೂಲ ಉದ್ದೇಶ ನಮ್ಮ ಕಲೆ ನಮ್ಮ ಹೆಮ್ಮೆ, ಜನಪದ ಕಲೆ ಉಳಿಸಿ ಬೆಳೆಸಿ ಎಂಬುದಾಗಿದೆ. ಕರ್ನಾಟಕ ರಾಜ್ಯೋತ್ಸವ ಸಂಭ್ರಮ-2025ಕ್ಕೆ ಮುಂದಾಗಿದ್ದಾರೆ. — [46, 259, 264, 384]
story5-body: ಹಾವೇರಿ: ಮಾನ್ಯ ಸರ್ವೋಚ್ಚ ನ್ಯಾಯಾಲಯದ ಆದೇಶದನ್ವಯ ಜ್ಯಾಮ ಪುರಸಭೆ ವ್ಯಾಪ್ತಿಯ ಖಾಸಗಿ ಹಾಗೂ ಸರ್ಕಾರಿ ಶಿಕ್ಷಣ ಸಂಸ್ಥೆಗಳು, ಖಾಸಗಿ ಹಾಗೂ ಸರ್ಕಾರಿ ಆಸ್ಪತ್ರೆಗಳು, ಕ್ರೀಡಾ ಸಂಕೀರ್ಣಗಳು, ಬಸ್ ನಿಲ್ದಾಣ, ರೈಲು ನಿಲ್ದಾಣಗಳ ಆವರಣದಲ್ಲಿ ಯಾವುದೇ ಬೀದಿ ನಾಯಿಗಳು ವಾಸವಾಗಿದ್ದಲ್ಲಿ ಕೂಡಲೇ ನಾಯಿಗಳ ಸಂಖ್ಯೆಯನ್ನು ಜ್ಯಾಮ ಪುರಸಭೆ ಮುಖ್ಯಾಧಿಕಾರಿಗಳಿಗೆ ತಿಳಿಸಬೇಕು ಹಾಗೂ ತಮ್ಮ ಸಂಸ್ಥೆ ಆವರಣದಲ್ಲಿ ನಾಯಿಗಳ ನಿರ್ವಹಣೆಗೆ ಒಬ್ಬ ನೋಡಲ್ ಅಧಿಕಾರಿಯನ್ನು ನೇಮಿಸಿ ಅವರ ಮಾಹಿತಿಯನ್ನು ಪುರಸಭೆ ಕಚೇರಿಗೆ ನೀಡಬೇಕು ಎಂದು ಜ್ಯಾಮ ಪುರಸಭೆ ಮುಖ್ಯಾಧಿಕಾರಿಗಳು ಪ್ರಕಟಣೆಯಲ್ಲಿ ತಿಳಿಸಿದ್ದಾರೆ. — [696, 562, 900, 623]
registration-mark-icon — [919, 940, 941, 962]
story-divider — [258, 520, 259, 716]
header-divider — [104, 42, 106, 56]
story1-headline: ಕಲೆ ಎಲ್ಲರನ್ನೂ ಕೈಬೀಸಿ ಕರೆದರೆ, ಕೆಲವರನ್ನು ಮಾತ್ರ ಆಯ್ದುಕೊಳ್ಳುತ್ತೆ — [46, 66, 441, 88]
snake-head-photo-art — [560, 968, 700, 1042]
story-divider — [690, 520, 691, 716]
